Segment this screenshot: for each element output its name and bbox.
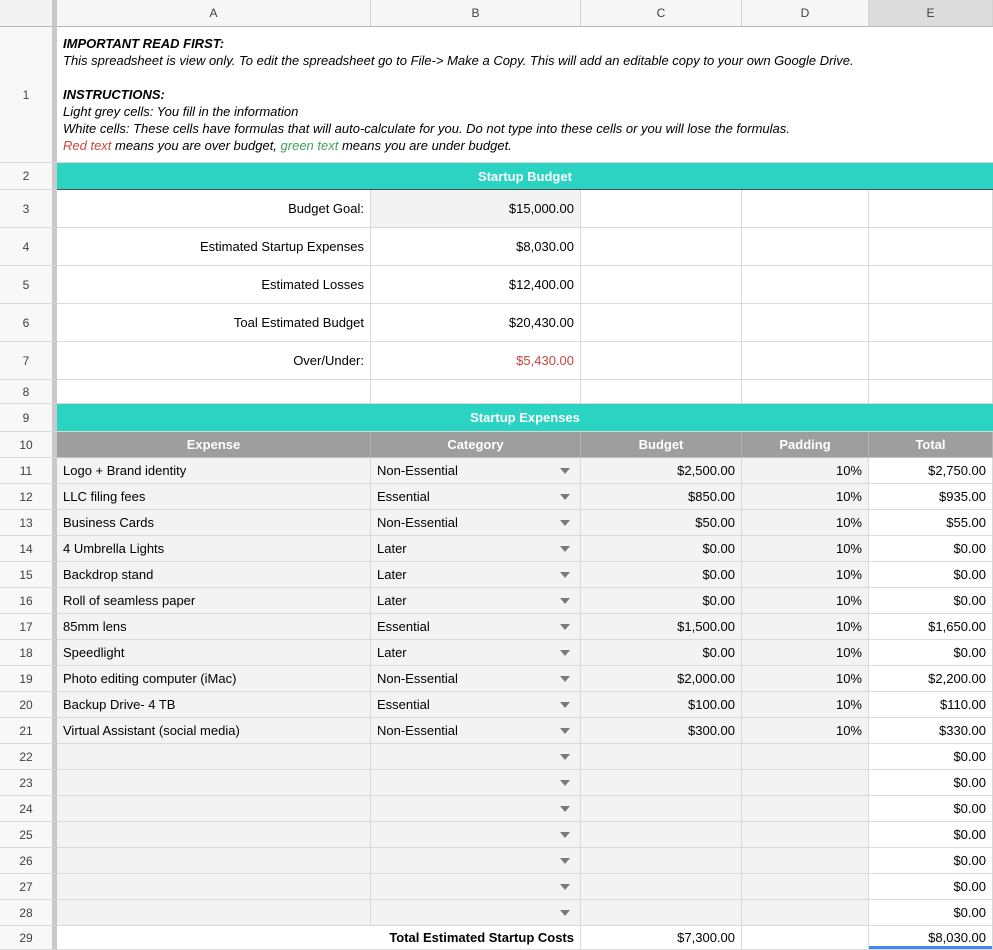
padding-value-D11[interactable]: 10% — [742, 458, 869, 484]
important-title-line: IMPORTANT READ FIRST: — [63, 36, 225, 51]
row-header-12[interactable]: 12 — [0, 484, 57, 510]
total-value-E23[interactable]: $0.00 — [869, 770, 993, 796]
total-value-E14[interactable]: $0.00 — [869, 536, 993, 562]
row-header-15[interactable]: 15 — [0, 562, 57, 588]
expense-name-A14[interactable]: 4 Umbrella Lights — [57, 536, 371, 562]
budget-value-C22[interactable] — [581, 744, 742, 770]
row-header-18[interactable]: 18 — [0, 640, 57, 666]
dropdown-arrow-icon[interactable] — [560, 572, 570, 578]
budget-label-A7[interactable]: Over/Under: — [57, 342, 371, 380]
expense-name-A24[interactable] — [57, 796, 371, 822]
category-value: Later — [377, 567, 407, 582]
budget-value-C15[interactable]: $0.00 — [581, 562, 742, 588]
row-header-1[interactable]: 1 — [0, 27, 57, 163]
expense-name-A28[interactable] — [57, 900, 371, 926]
row-header-22[interactable]: 22 — [0, 744, 57, 770]
cell-E8[interactable] — [869, 380, 993, 404]
total-value-E25[interactable]: $0.00 — [869, 822, 993, 848]
sheet-row-9 — [0, 404, 993, 432]
cell-D8[interactable] — [742, 380, 869, 404]
view-only-line: This spreadsheet is view only. To edit the spreadsheet go to File-> Make a Copy. This will add an editable copy to your own Google Drive. — [63, 53, 854, 68]
cell-D5[interactable] — [742, 266, 869, 304]
sheet-row-15 — [0, 562, 993, 588]
budget-value-B5[interactable]: $12,400.00 — [371, 266, 581, 304]
padding-value-D18[interactable]: 10% — [742, 640, 869, 666]
cell-D7[interactable] — [742, 342, 869, 380]
instructions-cell-A1[interactable] — [57, 27, 993, 163]
sheet-row-22 — [0, 744, 993, 770]
row-header-28[interactable]: 28 — [0, 900, 57, 926]
expense-table-header-total[interactable]: Total — [869, 432, 993, 458]
padding-value-D20[interactable]: 10% — [742, 692, 869, 718]
cell-E5[interactable] — [869, 266, 993, 304]
expense-name-A20[interactable]: Backup Drive- 4 TB — [57, 692, 371, 718]
category-dropdown-B26[interactable] — [371, 848, 581, 874]
sheet-row-13 — [0, 510, 993, 536]
expense-name-A18[interactable]: Speedlight — [57, 640, 371, 666]
total-value-E13[interactable]: $55.00 — [869, 510, 993, 536]
dropdown-arrow-icon[interactable] — [560, 780, 570, 786]
sheet-row-8 — [0, 380, 993, 404]
total-costs-label[interactable]: Total Estimated Startup Costs — [57, 926, 581, 950]
total-value-E26[interactable]: $0.00 — [869, 848, 993, 874]
sheet-row-16 — [0, 588, 993, 614]
expense-name-A26[interactable] — [57, 848, 371, 874]
category-dropdown-B24[interactable] — [371, 796, 581, 822]
total-value-E15[interactable]: $0.00 — [869, 562, 993, 588]
sheet-row-20 — [0, 692, 993, 718]
cell-C7[interactable] — [581, 342, 742, 380]
dropdown-arrow-icon[interactable] — [560, 806, 570, 812]
cell-C6[interactable] — [581, 304, 742, 342]
row-header-7[interactable]: 7 — [0, 342, 57, 380]
total-value-E12[interactable]: $935.00 — [869, 484, 993, 510]
cell-C4[interactable] — [581, 228, 742, 266]
row-header-5[interactable]: 5 — [0, 266, 57, 304]
padding-value-D16[interactable]: 10% — [742, 588, 869, 614]
budget-value-C20[interactable]: $100.00 — [581, 692, 742, 718]
expense-table-header-budget[interactable]: Budget — [581, 432, 742, 458]
sheet-row-29 — [0, 926, 993, 950]
cell-E7[interactable] — [869, 342, 993, 380]
category-dropdown-B15[interactable] — [371, 562, 581, 588]
category-value: Non-Essential — [377, 671, 458, 686]
cell-D4[interactable] — [742, 228, 869, 266]
category-dropdown-B25[interactable] — [371, 822, 581, 848]
category-dropdown-B16[interactable] — [371, 588, 581, 614]
total-value-E28[interactable]: $0.00 — [869, 900, 993, 926]
sheet-row-18 — [0, 640, 993, 666]
expense-name-A25[interactable] — [57, 822, 371, 848]
cell-E4[interactable] — [869, 228, 993, 266]
budget-value-C24[interactable] — [581, 796, 742, 822]
column-header-D[interactable]: D — [742, 0, 869, 27]
row-header-2[interactable]: 2 — [0, 163, 57, 190]
row-header-21[interactable]: 21 — [0, 718, 57, 744]
row-header-3[interactable]: 3 — [0, 190, 57, 228]
budget-label-A5[interactable]: Estimated Losses — [57, 266, 371, 304]
expense-name-A23[interactable] — [57, 770, 371, 796]
row-header-10[interactable]: 10 — [0, 432, 57, 458]
padding-value-D23[interactable] — [742, 770, 869, 796]
category-value: Non-Essential — [377, 723, 458, 738]
dropdown-arrow-icon[interactable] — [560, 910, 570, 916]
cell-E3[interactable] — [869, 190, 993, 228]
row-header-23[interactable]: 23 — [0, 770, 57, 796]
light-grey-cells-line: Light grey cells: You fill in the information — [63, 104, 299, 119]
expense-name-A15[interactable]: Backdrop stand — [57, 562, 371, 588]
sheet-row-2 — [0, 163, 993, 190]
budget-value-C25[interactable] — [581, 822, 742, 848]
section-banner-startup-expenses[interactable]: Startup Expenses — [57, 404, 993, 432]
category-dropdown-B28[interactable] — [371, 900, 581, 926]
instructions-title-line: INSTRUCTIONS: — [63, 87, 165, 102]
cell-A8[interactable] — [57, 380, 371, 404]
padding-value-D22[interactable] — [742, 744, 869, 770]
sheet-row-3 — [0, 190, 993, 228]
dropdown-arrow-icon[interactable] — [560, 858, 570, 864]
row-header-13[interactable]: 13 — [0, 510, 57, 536]
column-header-E[interactable]: E — [869, 0, 993, 27]
sheet-row-27 — [0, 874, 993, 900]
total-value-E19[interactable]: $2,200.00 — [869, 666, 993, 692]
budget-value-C16[interactable]: $0.00 — [581, 588, 742, 614]
budget-value-C13[interactable]: $50.00 — [581, 510, 742, 536]
sheet-row-19 — [0, 666, 993, 692]
sheet-row-14 — [0, 536, 993, 562]
category-dropdown-B18[interactable] — [371, 640, 581, 666]
budget-value-C23[interactable] — [581, 770, 742, 796]
padding-value-D19[interactable]: 10% — [742, 666, 869, 692]
row-header-25[interactable]: 25 — [0, 822, 57, 848]
dropdown-arrow-icon[interactable] — [560, 624, 570, 630]
cell-D29[interactable] — [742, 926, 869, 950]
budget-value-C18[interactable]: $0.00 — [581, 640, 742, 666]
row-header-27[interactable]: 27 — [0, 874, 57, 900]
category-dropdown-B11[interactable] — [371, 458, 581, 484]
padding-value-D24[interactable] — [742, 796, 869, 822]
budget-value-C19[interactable]: $2,000.00 — [581, 666, 742, 692]
dropdown-arrow-icon[interactable] — [560, 754, 570, 760]
total-value-E20[interactable]: $110.00 — [869, 692, 993, 718]
red-text-label: Red text — [63, 138, 112, 153]
sheet-row-12 — [0, 484, 993, 510]
dropdown-arrow-icon[interactable] — [560, 598, 570, 604]
budget-value-C26[interactable] — [581, 848, 742, 874]
sheet-row-10 — [0, 432, 993, 458]
category-dropdown-B27[interactable] — [371, 874, 581, 900]
category-dropdown-B12[interactable] — [371, 484, 581, 510]
budget-label-A3[interactable]: Budget Goal: — [57, 190, 371, 228]
padding-value-D21[interactable]: 10% — [742, 718, 869, 744]
total-value-E18[interactable]: $0.00 — [869, 640, 993, 666]
row-header-29[interactable]: 29 — [0, 926, 57, 950]
expense-name-A21[interactable]: Virtual Assistant (social media) — [57, 718, 371, 744]
dropdown-arrow-icon[interactable] — [560, 832, 570, 838]
sheet-row-1 — [0, 27, 993, 163]
sheet-row-28 — [0, 900, 993, 926]
budget-label-A6[interactable]: Toal Estimated Budget — [57, 304, 371, 342]
column-header-row — [0, 0, 993, 27]
budget-value-C11[interactable]: $2,500.00 — [581, 458, 742, 484]
category-value: Essential — [377, 619, 430, 634]
cell-E6[interactable] — [869, 304, 993, 342]
dropdown-arrow-icon[interactable] — [560, 676, 570, 682]
total-value-E11[interactable]: $2,750.00 — [869, 458, 993, 484]
green-text-label: green text — [280, 138, 339, 153]
sheet-row-11 — [0, 458, 993, 484]
expense-name-A22[interactable] — [57, 744, 371, 770]
category-dropdown-B22[interactable] — [371, 744, 581, 770]
budget-value-C17[interactable]: $1,500.00 — [581, 614, 742, 640]
category-dropdown-B21[interactable] — [371, 718, 581, 744]
category-value: Essential — [377, 697, 430, 712]
category-dropdown-B19[interactable] — [371, 666, 581, 692]
row-header-20[interactable]: 20 — [0, 692, 57, 718]
padding-value-D17[interactable]: 10% — [742, 614, 869, 640]
white-cells-line: White cells: These cells have formulas that will auto-calculate for you. Do not type into these cells or you will lose the formulas. — [63, 121, 790, 136]
total-value-E24[interactable]: $0.00 — [869, 796, 993, 822]
budget-value-B4[interactable]: $8,030.00 — [371, 228, 581, 266]
total-value-E16[interactable]: $0.00 — [869, 588, 993, 614]
select-all-corner[interactable] — [0, 0, 57, 27]
sheet-row-25 — [0, 822, 993, 848]
padding-value-D14[interactable]: 10% — [742, 536, 869, 562]
category-dropdown-B14[interactable] — [371, 536, 581, 562]
dropdown-arrow-icon[interactable] — [560, 494, 570, 500]
category-value: Later — [377, 645, 407, 660]
over-under-legend-line — [63, 137, 854, 154]
sheet-row-7 — [0, 342, 993, 380]
column-header-B[interactable]: B — [371, 0, 581, 27]
expense-table-header-padding[interactable]: Padding — [742, 432, 869, 458]
dropdown-arrow-icon[interactable] — [560, 520, 570, 526]
total-budget-value-C29[interactable]: $7,300.00 — [581, 926, 742, 950]
sheet-row-5 — [0, 266, 993, 304]
total-value-E21[interactable]: $330.00 — [869, 718, 993, 744]
section-banner-startup-budget[interactable]: Startup Budget — [57, 163, 993, 190]
row-header-8[interactable]: 8 — [0, 380, 57, 404]
budget-label-A4[interactable]: Estimated Startup Expenses — [57, 228, 371, 266]
expense-name-A17[interactable]: 85mm lens — [57, 614, 371, 640]
total-value-E27[interactable]: $0.00 — [869, 874, 993, 900]
category-dropdown-B23[interactable] — [371, 770, 581, 796]
cell-C8[interactable] — [581, 380, 742, 404]
category-dropdown-B13[interactable] — [371, 510, 581, 536]
row-header-19[interactable]: 19 — [0, 666, 57, 692]
expense-name-A12[interactable]: LLC filing fees — [57, 484, 371, 510]
dropdown-arrow-icon[interactable] — [560, 650, 570, 656]
budget-value-C12[interactable]: $850.00 — [581, 484, 742, 510]
padding-value-D15[interactable]: 10% — [742, 562, 869, 588]
row-header-14[interactable]: 14 — [0, 536, 57, 562]
dropdown-arrow-icon[interactable] — [560, 702, 570, 708]
blank-line — [63, 69, 854, 86]
expense-name-A11[interactable]: Logo + Brand identity — [57, 458, 371, 484]
budget-value-C21[interactable]: $300.00 — [581, 718, 742, 744]
row-header-9[interactable]: 9 — [0, 404, 57, 432]
budget-value-C14[interactable]: $0.00 — [581, 536, 742, 562]
expense-name-A16[interactable]: Roll of seamless paper — [57, 588, 371, 614]
budget-value-C27[interactable] — [581, 874, 742, 900]
category-value: Non-Essential — [377, 463, 458, 478]
padding-value-D28[interactable] — [742, 900, 869, 926]
padding-value-D12[interactable]: 10% — [742, 484, 869, 510]
expense-table-header-expense[interactable]: Expense — [57, 432, 371, 458]
cell-D3[interactable] — [742, 190, 869, 228]
padding-value-D26[interactable] — [742, 848, 869, 874]
budget-value-B7[interactable]: $5,430.00 — [371, 342, 581, 380]
category-value: Later — [377, 593, 407, 608]
budget-value-B3[interactable]: $15,000.00 — [371, 190, 581, 228]
dropdown-arrow-icon[interactable] — [560, 468, 570, 474]
category-value: Non-Essential — [377, 515, 458, 530]
row-header-4[interactable]: 4 — [0, 228, 57, 266]
green-text-rest: means you are under budget. — [338, 138, 512, 153]
row-header-11[interactable]: 11 — [0, 458, 57, 484]
padding-value-D27[interactable] — [742, 874, 869, 900]
total-value-E22[interactable]: $0.00 — [869, 744, 993, 770]
expense-table-header-category[interactable]: Category — [371, 432, 581, 458]
row-header-26[interactable]: 26 — [0, 848, 57, 874]
sheet-row-6 — [0, 304, 993, 342]
sheet-row-21 — [0, 718, 993, 744]
category-dropdown-B17[interactable] — [371, 614, 581, 640]
expense-name-A13[interactable]: Business Cards — [57, 510, 371, 536]
column-header-A[interactable]: A — [57, 0, 371, 27]
sheet-row-17 — [0, 614, 993, 640]
sheet-row-26 — [0, 848, 993, 874]
grand-total-value-E29[interactable]: $8,030.00 — [869, 926, 993, 950]
dropdown-arrow-icon[interactable] — [560, 546, 570, 552]
category-value: Essential — [377, 489, 430, 504]
cell-C5[interactable] — [581, 266, 742, 304]
budget-value-B6[interactable]: $20,430.00 — [371, 304, 581, 342]
dropdown-arrow-icon[interactable] — [560, 884, 570, 890]
sheet-row-4 — [0, 228, 993, 266]
cell-D6[interactable] — [742, 304, 869, 342]
sheet-row-23 — [0, 770, 993, 796]
cell-B8[interactable] — [371, 380, 581, 404]
expense-name-A19[interactable]: Photo editing computer (iMac) — [57, 666, 371, 692]
cell-C3[interactable] — [581, 190, 742, 228]
red-text-rest: means you are over budget, — [111, 138, 281, 153]
dropdown-arrow-icon[interactable] — [560, 728, 570, 734]
row-header-17[interactable]: 17 — [0, 614, 57, 640]
padding-value-D13[interactable]: 10% — [742, 510, 869, 536]
instructions-text — [63, 35, 854, 154]
budget-value-C28[interactable] — [581, 900, 742, 926]
expense-name-A27[interactable] — [57, 874, 371, 900]
padding-value-D25[interactable] — [742, 822, 869, 848]
row-header-24[interactable]: 24 — [0, 796, 57, 822]
column-header-C[interactable]: C — [581, 0, 742, 27]
category-dropdown-B20[interactable] — [371, 692, 581, 718]
row-header-6[interactable]: 6 — [0, 304, 57, 342]
row-header-16[interactable]: 16 — [0, 588, 57, 614]
sheet-row-24 — [0, 796, 993, 822]
category-value: Later — [377, 541, 407, 556]
total-value-E17[interactable]: $1,650.00 — [869, 614, 993, 640]
grid — [0, 27, 993, 950]
